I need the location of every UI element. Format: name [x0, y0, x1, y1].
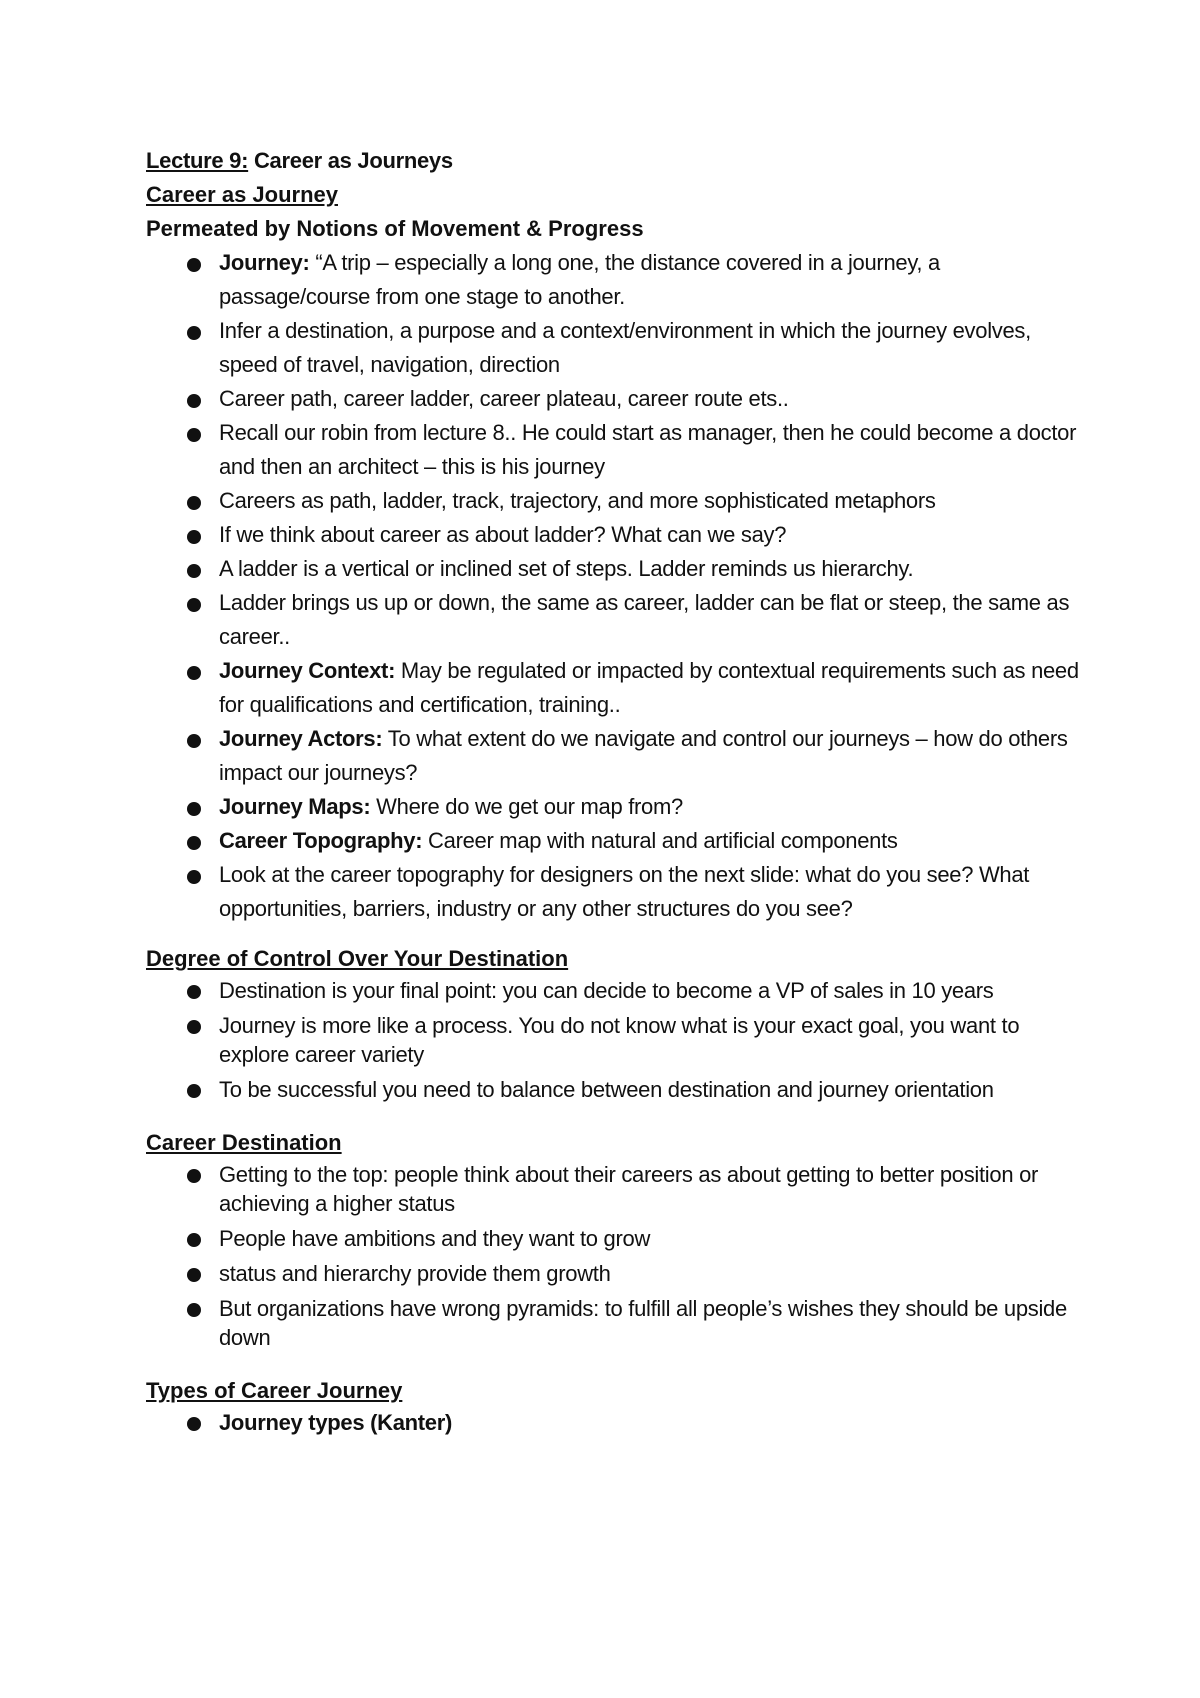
list-item	[146, 1224, 1086, 1253]
list-item-text: To what extent do we navigate and control our journeys – how do others impact our journeys?	[219, 726, 1068, 785]
bullet-icon	[187, 1233, 201, 1247]
section-heading-types: Types of Career Journey	[146, 1378, 403, 1403]
list-item	[146, 722, 1086, 790]
bullet-list-control	[146, 976, 1086, 1104]
bullet-icon	[187, 734, 201, 748]
bullet-icon	[187, 1020, 201, 1034]
list-item-text: Journey is more like a process. You do not know what is your exact goal, you want to explore career variety	[219, 1013, 1020, 1067]
bullet-icon	[187, 1268, 201, 1282]
bullet-icon	[187, 1417, 201, 1431]
bullet-icon	[187, 258, 201, 272]
list-item	[146, 1075, 1086, 1104]
bullet-icon	[187, 428, 201, 442]
list-item-text: To be successful you need to balance between destination and journey orientation	[219, 1077, 994, 1102]
bullet-icon	[187, 326, 201, 340]
list-item	[146, 858, 1086, 926]
list-item	[146, 1408, 1086, 1437]
list-item-text: A ladder is a vertical or inclined set of steps. Ladder reminds us hierarchy.	[219, 556, 914, 581]
list-item	[146, 382, 1086, 416]
list-item-lead: Journey Maps:	[219, 794, 371, 819]
list-item	[146, 824, 1086, 858]
bullet-icon	[187, 496, 201, 510]
section-heading-control: Degree of Control Over Your Destination	[146, 946, 569, 971]
list-item-text: But organizations have wrong pyramids: to fulfill all people’s wishes they should be upside down	[219, 1296, 1067, 1350]
list-item-text: If we think about career as about ladder? What can we say?	[219, 522, 787, 547]
list-item	[146, 654, 1086, 722]
list-item-text: Career map with natural and artificial components	[422, 828, 898, 853]
bullet-icon	[187, 802, 201, 816]
list-item-text: Infer a destination, a purpose and a context/environment in which the journey evolves, speed of travel, navigation, direction	[219, 318, 1031, 377]
list-item	[146, 1294, 1086, 1352]
section-heading-destination: Career Destination	[146, 1130, 342, 1155]
title-prefix: Lecture 9:	[146, 148, 249, 173]
list-item	[146, 1160, 1086, 1218]
list-item	[146, 484, 1086, 518]
list-item-lead: Journey:	[219, 250, 310, 275]
bullet-icon	[187, 394, 201, 408]
title-rest: Career as Journeys	[248, 148, 453, 173]
list-item-lead: Career Topography:	[219, 828, 423, 853]
list-item-text: Careers as path, ladder, track, trajectory, and more sophisticated metaphors	[219, 488, 936, 513]
list-item-text: Look at the career topography for designers on the next slide: what do you see? What opportunities, barriers, industry or any other structures do you see?	[219, 862, 1030, 921]
list-item	[146, 314, 1086, 382]
list-item-lead: Journey Context:	[219, 658, 396, 683]
bullet-icon	[187, 530, 201, 544]
list-item	[146, 790, 1086, 824]
list-item-text: Recall our robin from lecture 8.. He could start as manager, then he could become a doctor and then an architect – this is his journey	[219, 420, 1077, 479]
list-item-text: “A trip – especially a long one, the distance covered in a journey, a passage/course from one stage to another.	[219, 250, 940, 309]
bullet-list-types	[146, 1408, 1086, 1437]
bullet-icon	[187, 1084, 201, 1098]
list-item-text: Destination is your final point: you can decide to become a VP of sales in 10 years	[219, 978, 994, 1003]
bullet-icon	[187, 1169, 201, 1183]
list-item-lead: Journey types (Kanter)	[219, 1410, 453, 1435]
bullet-icon	[187, 870, 201, 884]
list-item	[146, 976, 1086, 1005]
document-page	[146, 144, 1086, 1437]
list-item-text: May be regulated or impacted by contextual requirements such as need for qualifications and certification, training..	[219, 658, 1079, 717]
list-item-text: Getting to the top: people think about their careers as about getting to better position or achieving a higher status	[219, 1162, 1039, 1216]
bullet-icon	[187, 598, 201, 612]
list-item	[146, 416, 1086, 484]
document-subtitle: Career as Journey	[146, 182, 338, 207]
list-item	[146, 518, 1086, 552]
list-item	[146, 1259, 1086, 1288]
list-item	[146, 552, 1086, 586]
list-item	[146, 246, 1086, 314]
list-item-text: Ladder brings us up or down, the same as career, ladder can be flat or steep, the same as career..	[219, 590, 1070, 649]
list-item-lead: Journey Actors:	[219, 726, 383, 751]
list-item	[146, 1011, 1086, 1069]
list-item-text: People have ambitions and they want to grow	[219, 1226, 651, 1251]
bullet-icon	[187, 836, 201, 850]
bullet-list-destination	[146, 1160, 1086, 1352]
list-item-text: status and hierarchy provide them growth	[219, 1261, 611, 1286]
bullet-icon	[187, 1303, 201, 1317]
list-item-text: Where do we get our map from?	[370, 794, 683, 819]
bullet-icon	[187, 666, 201, 680]
bullet-list-movement	[146, 246, 1086, 926]
bullet-icon	[187, 564, 201, 578]
section-heading-movement: Permeated by Notions of Movement & Progress	[146, 216, 644, 241]
list-item	[146, 586, 1086, 654]
bullet-icon	[187, 985, 201, 999]
document-title	[146, 144, 1086, 178]
list-item-text: Career path, career ladder, career plateau, career route ets..	[219, 386, 789, 411]
